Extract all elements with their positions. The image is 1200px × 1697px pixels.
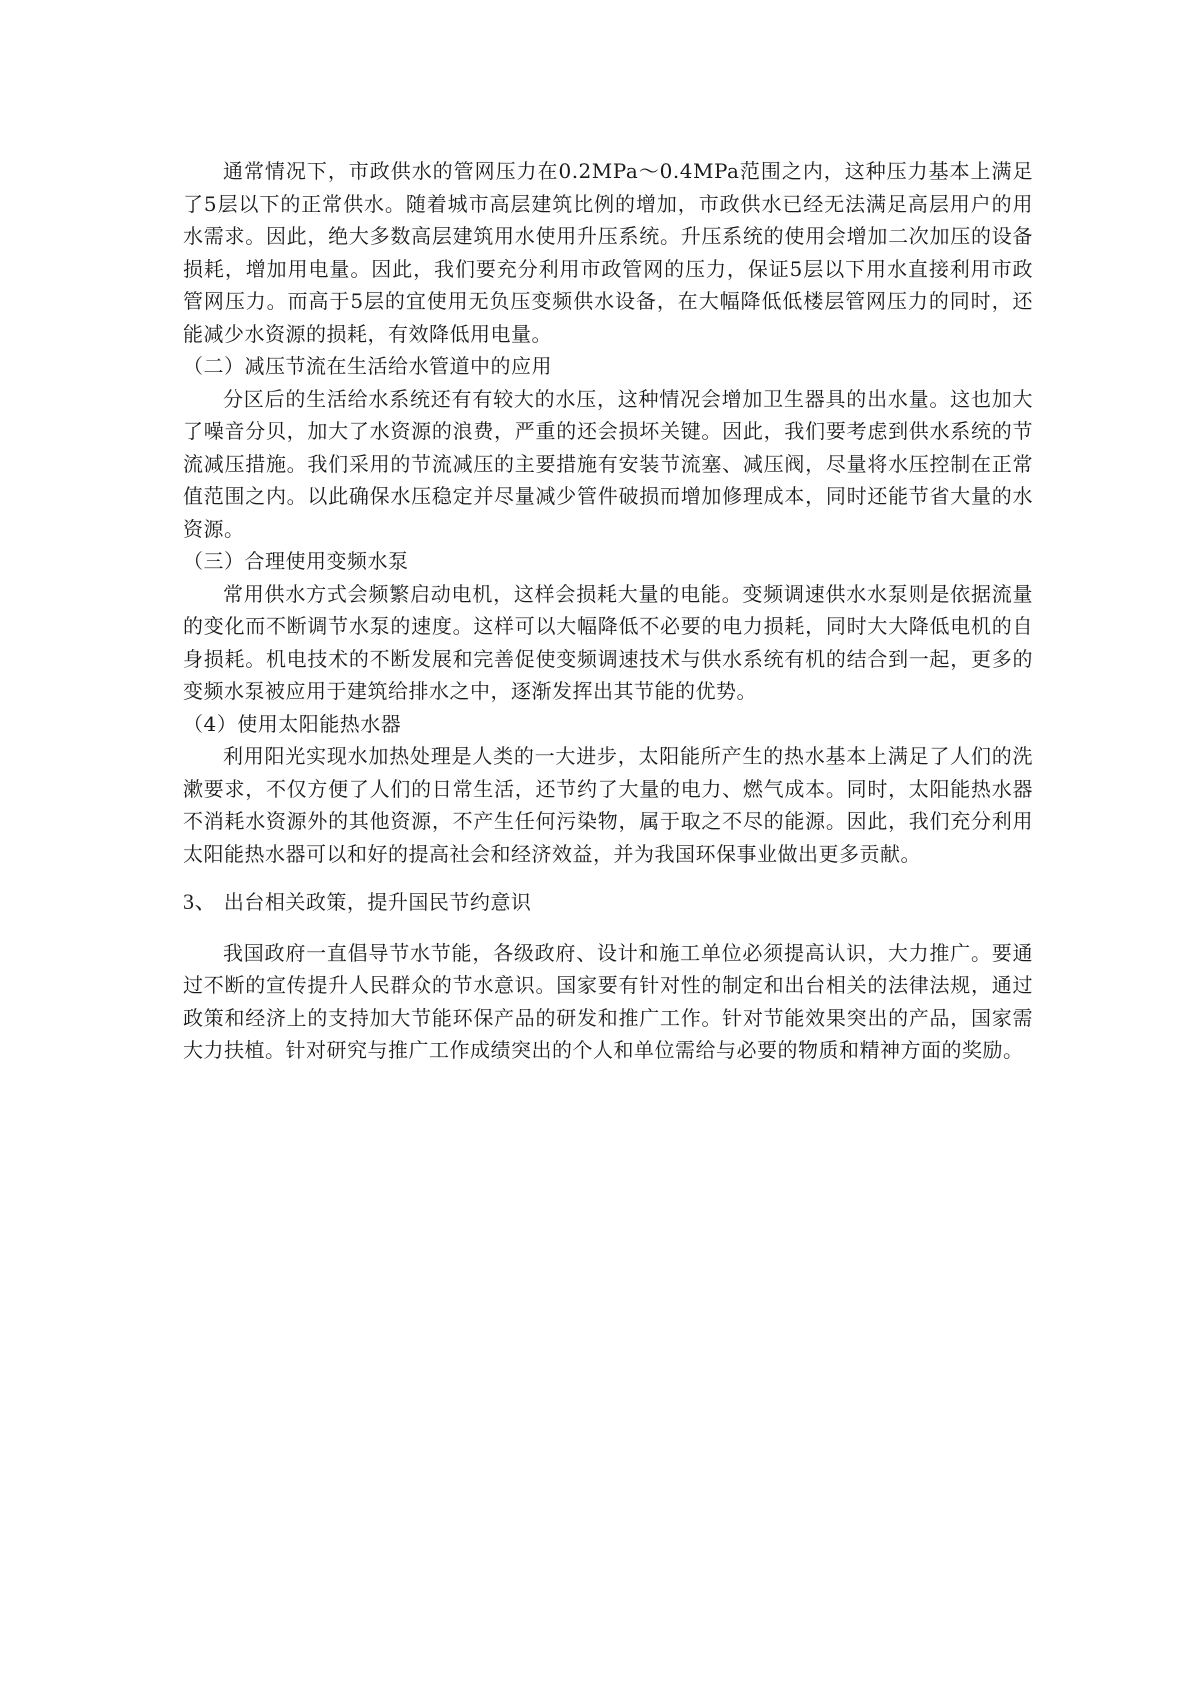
section-heading-policy — [183, 886, 1033, 919]
subheading-pressure-reduction: （二）减压节流在生活给水管道中的应用 — [183, 354, 552, 378]
document-page — [183, 155, 1033, 1067]
subheading-solar-water-heater: （4）使用太阳能热水器 — [183, 711, 402, 736]
paragraph-policy: 我国政府一直倡导节水节能，各级政府、设计和施工单位必须提高认识，大力推广。要通过不断的宣传提升人民群众的节水意识。国家要有针对性的制定和出台相关的法律法规，通过政策和经济上的支持加大节能环保产品的研发和推广工作。针对节能效果突出的产品，国家需大力扶植。针对研究与推广工作成绩突出的个人和单位需给与必要的物质和精神方面的奖励。 — [183, 940, 1033, 1062]
section-title: 出台相关政策，提升国民节约意识 — [223, 890, 532, 914]
paragraph-solar-water-heater: 利用阳光实现水加热处理是人类的一大进步，太阳能所产生的热水基本上满足了人们的洗漱要求，不仅方便了人们的日常生活，还节约了大量的电力、燃气成本。同时，太阳能热水器不消耗水资源外的其他资源，不产生任何污染物，属于取之不尽的能源。因此，我们充分利用太阳能热水器可以和好的提高社会和经济效益，并为我国环保事业做出更多贡献。 — [183, 744, 1033, 866]
subheading-variable-frequency-pump: （三）合理使用变频水泵 — [183, 549, 409, 573]
paragraph-variable-frequency-pump: 常用供水方式会频繁启动电机，这样会损耗大量的电能。变频调速供水水泵则是依据流量的变化而不断调节水泵的速度。这样可以大幅降低不必要的电力损耗，同时大大降低电机的自身损耗。机电技术的不断发展和完善促使变频调速技术与供水系统有机的结合到一起，更多的变频水泵被应用于建筑给排水之中，逐渐发挥出其节能的优势。 — [183, 581, 1033, 703]
section-number: 3、 — [183, 889, 218, 914]
paragraph-pressure-zoning: 通常情况下，市政供水的管网压力在0.2MPa～0.4MPa范围之内，这种压力基本上满足了5层以下的正常供水。随着城市高层建筑比例的增加，市政供水已经无法满足高层用户的用水需求。因此，绝大多数高层建筑用水使用升压系统。升压系统的使用会增加二次加压的设备损耗，增加用电量。因此，我们要充分利用市政管网的压力，保证5层以下用水直接利用市政管网压力。而高于5层的宜使用无负压变频供水设备，在大幅降低低楼层管网压力的同时，还能减少水资源的损耗，有效降低用电量。 — [183, 159, 1033, 346]
paragraph-pressure-reduction: 分区后的生活给水系统还有有较大的水压，这种情况会增加卫生器具的出水量。这也加大了噪音分贝，加大了水资源的浪费，严重的还会损坏关键。因此，我们要考虑到供水系统的节流减压措施。我们采用的节流减压的主要措施有安装节流塞、减压阀，尽量将水压控制在正常值范围之内。以此确保水压稳定并尽量减少管件破损而增加修理成本，同时还能节省大量的水资源。 — [183, 386, 1033, 541]
